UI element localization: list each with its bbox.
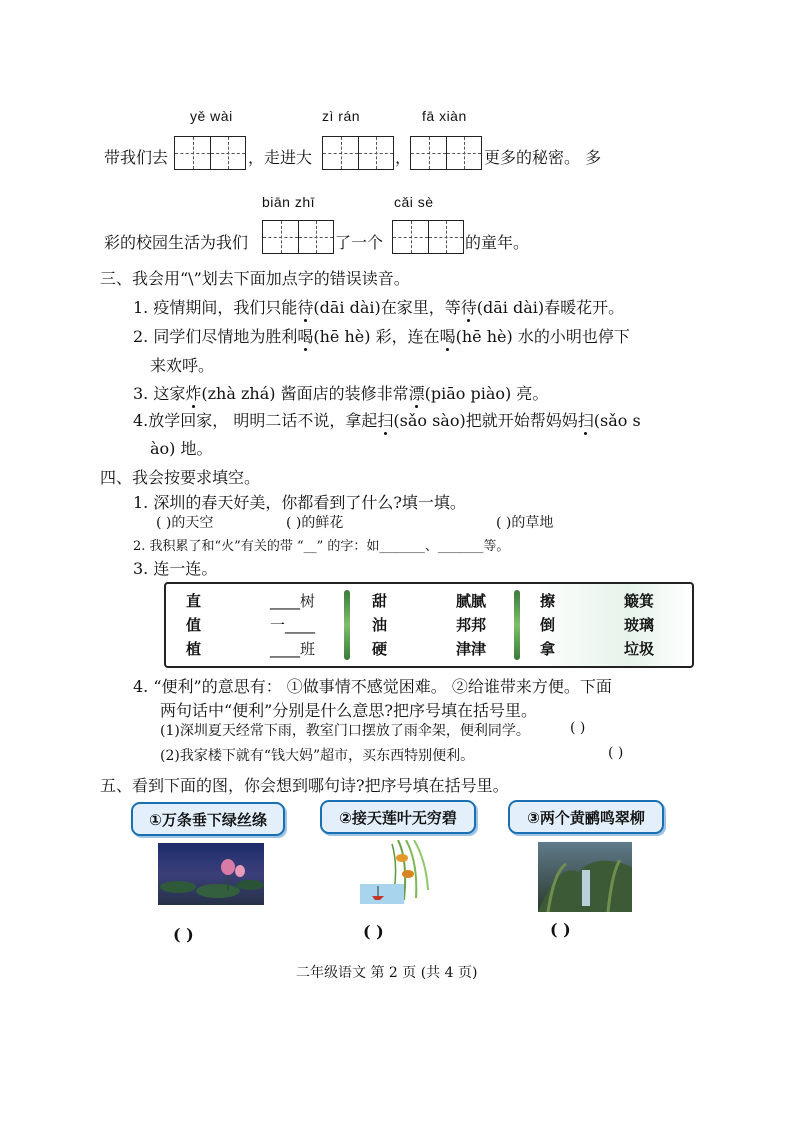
page-footer: 二年级语文 第 2 页 (共 4 页) xyxy=(296,965,478,981)
match-col5-item[interactable]: 垃圾 xyxy=(624,640,655,658)
s3-q2-cont: 来欢呼。 xyxy=(150,356,215,375)
section4-title: 四、我会按要求填空。 xyxy=(100,468,261,487)
s4-q1: 1. 深圳的春天好美，你都看到了什么?填一填。 xyxy=(133,493,466,512)
match-col1-item[interactable]: 值 xyxy=(186,616,202,634)
fill-line2-text3: 的童年。 xyxy=(465,233,530,252)
match-col2-item[interactable]: 油 xyxy=(372,616,388,634)
section5-title: 五、看到下面的图，你会想到哪句诗?把序号填在括号里。 xyxy=(100,776,509,795)
pinyin-faxian: fā xiàn xyxy=(422,108,467,124)
s3-q4-cont: ào) 地。 xyxy=(150,439,213,458)
match-col2-item[interactable]: 硬 xyxy=(372,640,388,658)
s4-q4-answer1[interactable]: ( ) xyxy=(570,720,586,736)
fill-line1-text3: ， xyxy=(395,148,412,167)
fill-line1-text2: ，走进大 xyxy=(248,148,313,167)
fill-line1-text4: 更多的秘密。 多 xyxy=(484,148,602,167)
pinyin-ziran: zì rán xyxy=(322,108,361,124)
match-col4-item[interactable]: 拿 xyxy=(540,640,556,658)
willow-oriole-image xyxy=(358,840,432,910)
match-col4-item[interactable]: 擦 xyxy=(540,592,556,610)
pinyin-bianzhi: biān zhī xyxy=(262,194,316,210)
poem-label-2: ②接天莲叶无穷碧 xyxy=(320,800,476,834)
match-col5-item[interactable]: 玻璃 xyxy=(624,616,655,634)
match-col3-item[interactable]: 津津 xyxy=(456,640,487,658)
tianzige-yewai[interactable] xyxy=(174,136,246,170)
pinyin-yewai: yě wài xyxy=(190,108,233,124)
s4-q2: 2. 我积累了和“火”有关的带 “__” 的字：如_______、_______等。 xyxy=(133,539,510,554)
lotus-pond-image xyxy=(158,843,264,905)
answer-paren-2[interactable]: ( ) xyxy=(363,922,384,941)
match-col1-item[interactable]: 直 xyxy=(186,592,202,610)
answer-paren-1[interactable]: ( ) xyxy=(173,925,194,944)
s3-q2: 2. 同学们尽情地为胜利喝(hē hè) 彩，连在喝(hē hè) 水的小明也停下 xyxy=(133,324,630,347)
s4-q4-sentence2: (2)我家楼下就有“钱大妈”超市，买东西特别便利。 xyxy=(160,748,475,764)
fill-line2-text2: 了一个 xyxy=(335,233,384,252)
s4-q4-sentence1: (1)深圳夏天经常下雨，教室门口摆放了雨伞架，便利同学。 xyxy=(160,723,530,739)
s3-q3: 3. 这家炸(zhà zhá) 酱面店的装修非常漂(piāo piào) 亮。 xyxy=(133,381,548,404)
match-col3-item[interactable]: 腻腻 xyxy=(456,592,487,610)
bamboo-divider xyxy=(514,590,520,660)
s3-q1: 1. 疫情期间，我们只能待(dāi dài)在家里，等待(dāi dài)春暖花开。 xyxy=(133,295,624,318)
s4-q4-line2: 两句话中“便利”分别是什么意思?把序号填在括号里。 xyxy=(160,701,537,720)
match-col1-line[interactable]: 一____ xyxy=(270,616,316,634)
match-col1-line[interactable]: ____树 xyxy=(270,592,316,610)
poem-label-3: ③两个黄鹂鸣翠柳 xyxy=(508,800,664,834)
fill-line2-text1: 彩的校园生活为我们 xyxy=(104,233,249,252)
s4-q4-line1: 4. “便利”的意思有： ①做事情不感觉困难。 ②给谁带来方便。下面 xyxy=(133,677,612,696)
pinyin-caise: cǎi sè xyxy=(394,194,434,210)
match-col2-item[interactable]: 甜 xyxy=(372,592,388,610)
match-col1-item[interactable]: 植 xyxy=(186,640,202,658)
match-col3-item[interactable]: 邦邦 xyxy=(456,616,487,634)
section3-title: 三、我会用“\”划去下面加点字的错误读音。 xyxy=(100,269,410,288)
willow-waterfall-image xyxy=(538,842,632,912)
s4-q1-blank-b[interactable]: ( )的鲜花 xyxy=(286,515,344,531)
s4-q1-blank-a[interactable]: ( )的天空 xyxy=(156,515,214,531)
match-col1-line[interactable]: ____班 xyxy=(270,640,316,658)
tianzige-bianzhi[interactable] xyxy=(262,220,334,254)
match-table xyxy=(164,582,694,668)
s3-q4: 4.放学回家， 明明二话不说，拿起扫(sǎo sào)把就开始帮妈妈扫(sǎo s xyxy=(133,408,641,431)
match-col5-item[interactable]: 簸箕 xyxy=(624,592,655,610)
s4-q1-blank-c[interactable]: ( )的草地 xyxy=(496,515,554,531)
s4-q4-answer2[interactable]: ( ) xyxy=(608,745,624,761)
s4-q3: 3. 连一连。 xyxy=(133,559,218,578)
tianzige-faxian[interactable] xyxy=(410,136,482,170)
fill-line1-text1: 带我们去 xyxy=(104,148,169,167)
match-col4-item[interactable]: 倒 xyxy=(540,616,556,634)
tianzige-ziran[interactable] xyxy=(322,136,394,170)
bamboo-divider xyxy=(344,590,350,660)
tianzige-caise[interactable] xyxy=(392,220,464,254)
answer-paren-3[interactable]: ( ) xyxy=(550,920,571,939)
poem-label-1: ①万条垂下绿丝绦 xyxy=(131,802,285,836)
